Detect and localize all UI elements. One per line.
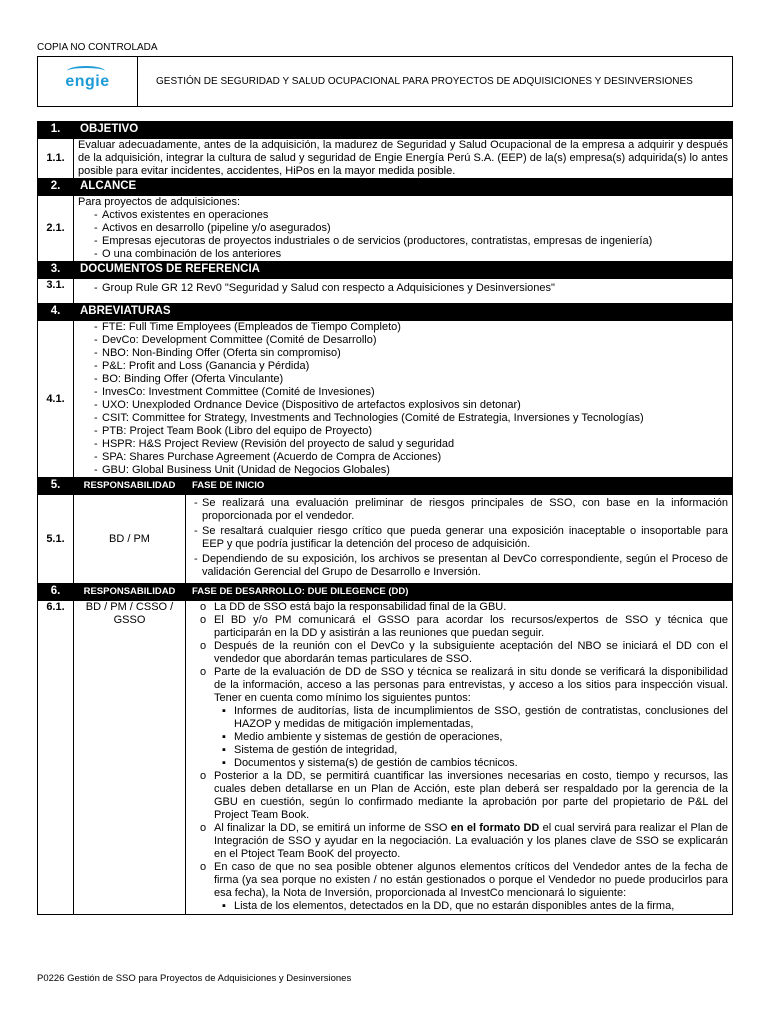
section-row-alcance <box>38 196 733 262</box>
item-number: 2.1. <box>38 196 74 262</box>
list-item: - UXO: Unexploded Ordnance Device (Dispositivo de artefactos explosivos sin detonar) <box>102 399 728 412</box>
section-title: DOCUMENTOS DE REFERENCIA <box>74 262 733 279</box>
list-item: - Group Rule GR 12 Rev0 "Seguridad y Salud con respecto a Adquisiciones y Desinversiones" <box>102 282 728 295</box>
item-number: 3.1. <box>38 279 74 304</box>
section-title: FASE DE INICIO <box>186 478 733 495</box>
due-diligence-list <box>190 601 728 913</box>
list-item: - P&L: Profit and Loss (Ganancia y Pérdida) <box>102 360 728 373</box>
responsible-roles: BD / PM / CSSO / GSSO <box>74 601 186 915</box>
logo-cell <box>38 57 138 106</box>
objective-text: Evaluar adecuadamente, antes de la adquisición, la madurez de Seguridad y Salud Ocupacional de la empresa a adquirir y después de la adquisición, integrar la cultura de salud y seguridad de Engie Energía Perú S.A. (EEP) de la(s) empresa(s) adquirida(s) lo antes posible para evitar incidentes, accidentes, HiPos en la mayor medida posible. <box>74 139 733 179</box>
section-header-desarrollo <box>38 584 733 601</box>
copy-status-label: COPIA NO CONTROLADA <box>37 42 158 53</box>
sub-list-item: ▪ Medio ambiente y sistemas de gestión de operaciones, <box>234 731 728 744</box>
section-title: FASE DE DESARROLLO: DUE DILEGENCE (DD) <box>186 584 733 601</box>
list-item: - BO: Binding Offer (Oferta Vinculante) <box>102 373 728 386</box>
item-number: 1.1. <box>38 139 74 179</box>
item-number: 6.1. <box>38 601 74 915</box>
list-item: - NBO: Non-Binding Offer (Oferta sin compromiso) <box>102 347 728 360</box>
list-item: - InvesCo: Investment Committee (Comité de Invesiones) <box>102 386 728 399</box>
section-header-objetivo <box>38 122 733 139</box>
references-list <box>78 282 728 295</box>
section-row-objetivo <box>38 139 733 179</box>
list-item: o El BD y/o PM comunicará el GSSO para acordar los recursos/expertos de SSO y técnica que participarán en la DD y asistirán a las reuniones que puedan seguir. <box>214 614 728 640</box>
section-number: 2. <box>38 179 74 196</box>
item-number: 5.1. <box>38 495 74 584</box>
section-title: OBJETIVO <box>74 122 733 139</box>
list-item <box>214 822 728 861</box>
item-number: 4.1. <box>38 321 74 478</box>
list-item-text-rest: el cual servirá para realizar el Plan de Integración de SSO y ayudar en la negociación. La evaluación y los planes clave de SSO se explicarán en el Ptoject Team BooK del proyecto. <box>214 822 729 860</box>
list-item: - Se realizará una evaluación preliminar de riesgos principales de SSO, con base en la información proporcionada por el vendedor. <box>202 497 728 523</box>
procedure-table <box>37 121 733 915</box>
document-footer: P0226 Gestión de SSO para Proyectos de Adquisiciones y Desinversiones <box>37 973 352 984</box>
section-number: 4. <box>38 304 74 321</box>
logo-arc-icon <box>67 66 105 76</box>
abbreviations-list <box>78 321 728 477</box>
section-number: 5. <box>38 478 74 495</box>
document-title: GESTIÓN DE SEGURIDAD Y SALUD OCUPACIONAL PARA PROYECTOS DE ADQUISICIONES Y DESINVERSIONES <box>156 76 693 87</box>
investment-note-list <box>214 900 728 913</box>
section-row-documentos <box>38 279 733 304</box>
list-item: - FTE: Full Time Employees (Empleados de Tiempo Completo) <box>102 321 728 334</box>
document-header <box>37 56 733 107</box>
sub-list-item: ▪ Sistema de gestión de integridad, <box>234 744 728 757</box>
list-item: o La DD de SSO está bajo la responsabilidad final de la GBU. <box>214 601 728 614</box>
sub-list-item: ▪ Lista de los elementos, detectados en la DD, que no estarán disponibles antes de la firma, <box>234 900 728 913</box>
sub-list-item: ▪ Informes de auditorías, lista de incumplimientos de SSO, gestión de contratistas, conclusiones del HAZOP y medidas de mitigación implementadas, <box>234 705 728 731</box>
initiation-list <box>190 497 728 579</box>
list-item: - PTB: Project Team Book (Libro del equipo de Proyecto) <box>102 425 728 438</box>
responsible-roles: BD / PM <box>74 495 186 584</box>
list-item-text: En caso de que no sea posible obtener algunos elementos críticos del Vendedor antes de la fecha de firma (ya sea porque no existen / no están gestionados o porque el Vendedor no puede producirlos para esa fecha), la Nota de Inversión, proporcionada al InvestCo mencionará lo siguiente: <box>214 861 728 899</box>
section-header-abreviaturas <box>38 304 733 321</box>
list-item: - Se resaltará cualquier riesgo crítico que pueda generar una exposición inaceptable o insoportable para EEP y que podría justificar la detención del proceso de adquisición. <box>202 525 728 551</box>
scope-content <box>74 196 733 262</box>
list-item-text: Parte de la evaluación de DD de SSO y técnica se realizará in situ donde se verificará la disponibilidad de la información, acceso a las personas para entrevistas, y acceso a los sitios para inspección visual. Tener en cuenta como mínimo los siguientes puntos: <box>214 666 728 704</box>
list-item: - HSPR: H&S Project Review (Revisión del proyecto de salud y seguridad <box>102 438 728 451</box>
list-item: - GBU: Global Business Unit (Unidad de Negocios Globales) <box>102 464 728 477</box>
list-item: o Después de la reunión con el DevCo y la subsiguiente aceptación del NBO se iniciará el DD con el vendedor que abordarán temas particulares de SSO. <box>214 640 728 666</box>
scope-list <box>78 209 728 261</box>
list-item: - O una combinación de los anteriores <box>102 248 728 261</box>
due-diligence-content <box>186 601 733 915</box>
list-item <box>214 666 728 770</box>
inspection-points-list <box>214 705 728 770</box>
section-header-documentos <box>38 262 733 279</box>
initiation-content <box>186 495 733 584</box>
format-emphasis: en el formato DD <box>450 822 540 834</box>
list-item: - Activos existentes en operaciones <box>102 209 728 222</box>
list-item <box>214 861 728 913</box>
section-title: ALCANCE <box>74 179 733 196</box>
section-number: 1. <box>38 122 74 139</box>
logo-text: engie <box>65 72 110 90</box>
engie-logo <box>65 73 109 91</box>
list-item: o Posterior a la DD, se permitirá cuantificar las inversiones necesarias en costo, tiempo y recursos, las cuales deben detallarse en un Plan de Acción, este plan deberá ser respaldado por la gerencia de la GBU en cuestión, según lo confirmado mediante la aprobación por parte del propietario de P&L del Project Team Book. <box>214 770 728 822</box>
section-number: 3. <box>38 262 74 279</box>
list-item: - Dependiendo de su exposición, los archivos se presentan al DevCo correspondiente, según el Proceso de validación Gerencial del Grupo de Desarrollo e Inversión. <box>202 553 728 579</box>
sub-list-item: ▪ Documentos y sistema(s) de gestión de cambios técnicos. <box>234 757 728 770</box>
list-item: - Empresas ejecutoras de proyectos industriales o de servicios (productores, contratistas, empresas de ingeniería) <box>102 235 728 248</box>
section-row-desarrollo <box>38 601 733 915</box>
list-item: - DevCo: Development Committee (Comité de Desarrollo) <box>102 334 728 347</box>
section-number: 6. <box>38 584 74 601</box>
list-item: - CSIT: Committee for Strategy, Investments and Technologies (Comité de Estrategia, Inversiones y Tecnologías) <box>102 412 728 425</box>
abbreviations-content <box>74 321 733 478</box>
scope-intro: Para proyectos de adquisiciones: <box>78 196 241 208</box>
section-header-inicio <box>38 478 733 495</box>
section-title: ABREVIATURAS <box>74 304 733 321</box>
section-row-inicio <box>38 495 733 584</box>
section-header-alcance <box>38 179 733 196</box>
references-content <box>74 279 733 304</box>
section-row-abreviaturas <box>38 321 733 478</box>
list-item: - SPA: Shares Purchase Agreement (Acuerdo de Compra de Acciones) <box>102 451 728 464</box>
responsibility-header: RESPONSABILIDAD <box>74 478 186 495</box>
responsibility-header: RESPONSABILIDAD <box>74 584 186 601</box>
list-item: - Activos en desarrollo (pipeline y/o asegurados) <box>102 222 728 235</box>
list-item-text: Al finalizar la DD, se emitirá un informe de SSO <box>214 822 448 834</box>
